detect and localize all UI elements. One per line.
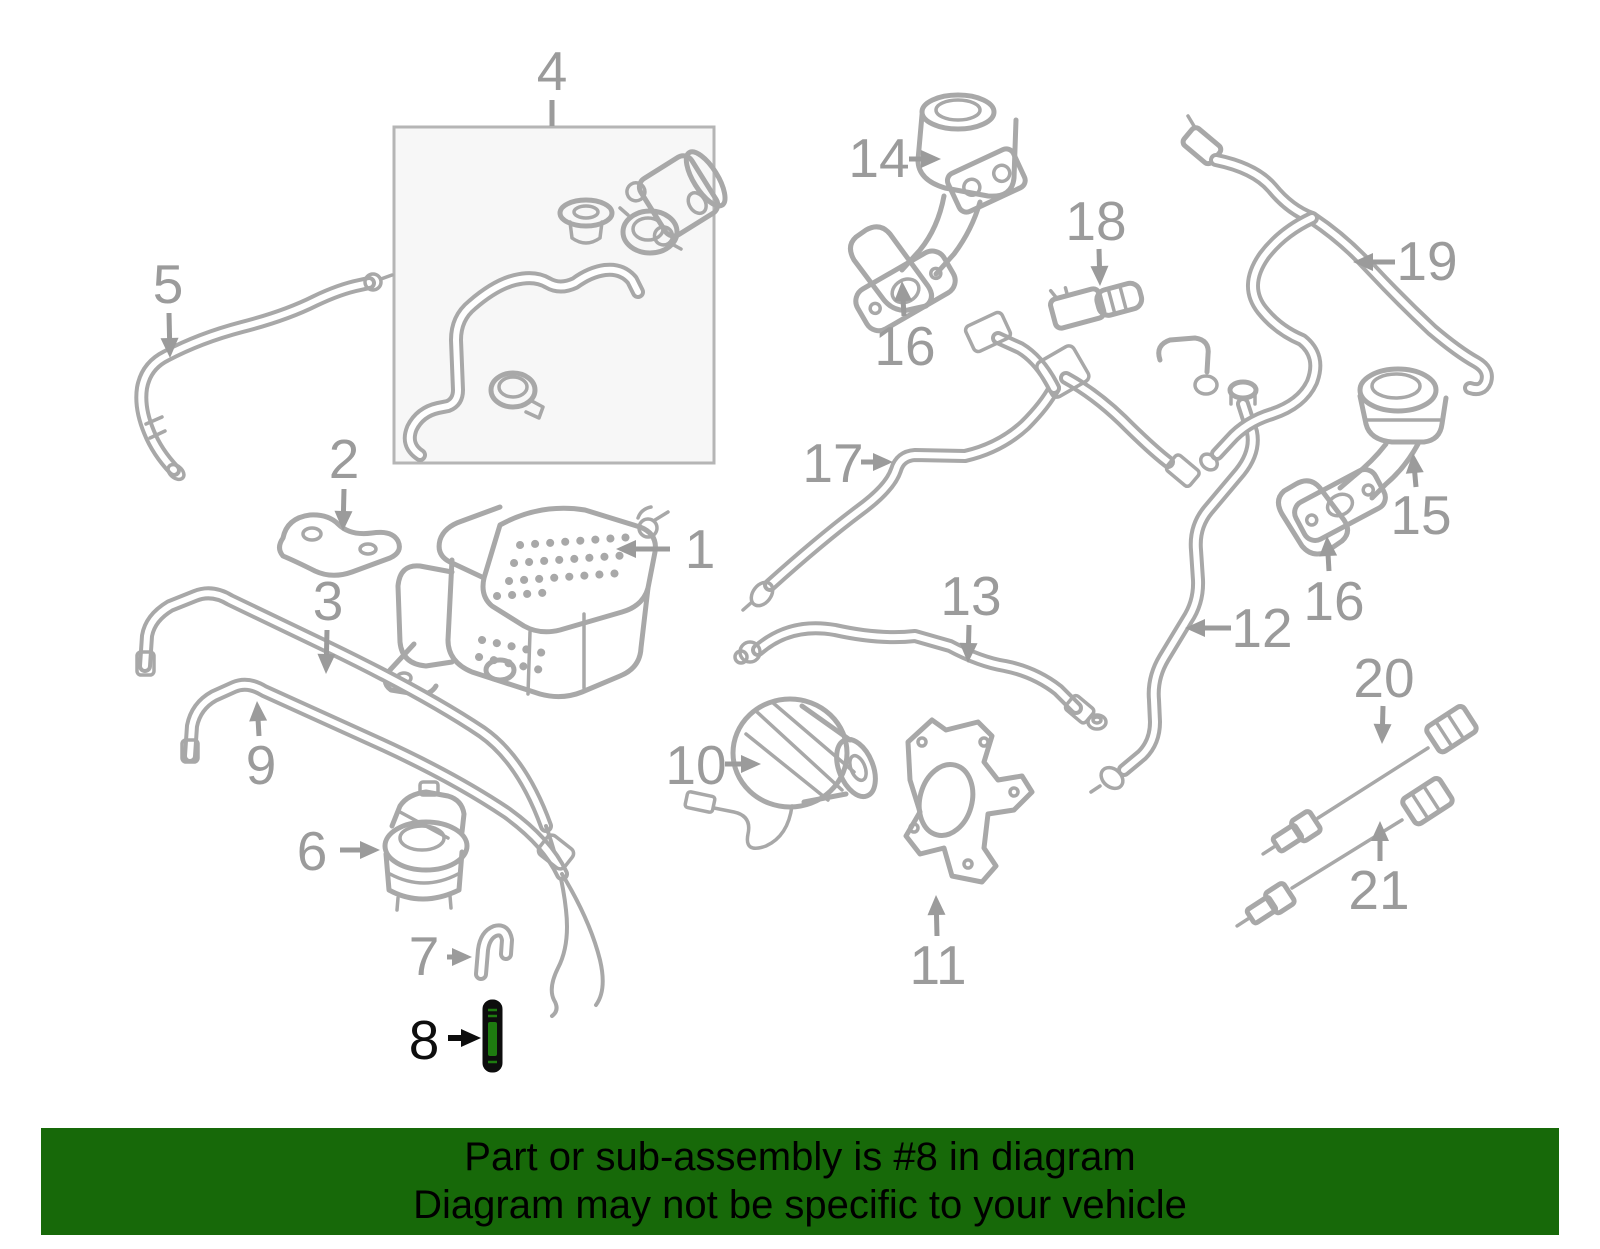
svg-text:3: 3 [312,570,344,632]
part-label-6 [297,820,380,882]
svg-text:10: 10 [665,734,727,796]
part-9-tube-drawing [182,685,603,1005]
svg-text:17: 17 [802,432,864,494]
part-4-kit-box-drawing [394,127,734,463]
svg-text:11: 11 [909,934,967,996]
part-11-bracket-drawing [906,720,1032,882]
part-label-21 [1348,821,1409,921]
part-label-11 [909,895,966,996]
svg-text:19: 19 [1396,230,1458,292]
highlight-banner [41,1128,1559,1235]
part-13-hose-drawing [735,628,1095,724]
svg-text:16: 16 [1303,570,1365,632]
part-16-gasket-left-drawing [850,227,931,310]
part-label-19 [1353,230,1458,292]
part-6-valve-drawing [385,782,467,910]
svg-text:18: 18 [1065,190,1127,252]
svg-text:7: 7 [408,925,440,987]
svg-text:21: 21 [1348,859,1410,921]
part-label-20 [1353,647,1414,744]
part-2-bracket-drawing [280,515,400,575]
svg-text:2: 2 [328,428,360,490]
part-18-sensor-drawing [1047,268,1144,329]
svg-text:20: 20 [1353,647,1415,709]
svg-text:15: 15 [1390,484,1452,546]
part-1-canister-drawing [385,507,668,697]
svg-text:4: 4 [536,40,568,102]
banner-line-1: Part or sub-assembly is #8 in diagram [464,1135,1136,1180]
part-label-7 [409,925,472,987]
part-label-9 [246,701,277,796]
banner-line-2: Diagram may not be specific to your vehicle [413,1182,1187,1227]
part-7-hose-drawing [481,930,507,974]
svg-text:13: 13 [940,565,1002,627]
svg-text:6: 6 [296,820,328,882]
svg-text:5: 5 [152,253,184,315]
svg-text:8: 8 [408,1009,440,1071]
part-label-18 [1065,190,1126,286]
part-label-2 [329,428,360,531]
part-label-4 [537,40,568,126]
svg-text:1: 1 [684,518,716,580]
svg-text:12: 12 [1231,597,1293,659]
svg-text:9: 9 [245,734,277,796]
part-label-8-highlighted [409,1009,481,1071]
svg-text:14: 14 [848,127,910,189]
part-label-16 [1303,536,1364,632]
part-8-stud-highlighted-drawing [483,1000,502,1072]
svg-text:16: 16 [874,315,936,377]
part-label-1 [616,518,715,580]
